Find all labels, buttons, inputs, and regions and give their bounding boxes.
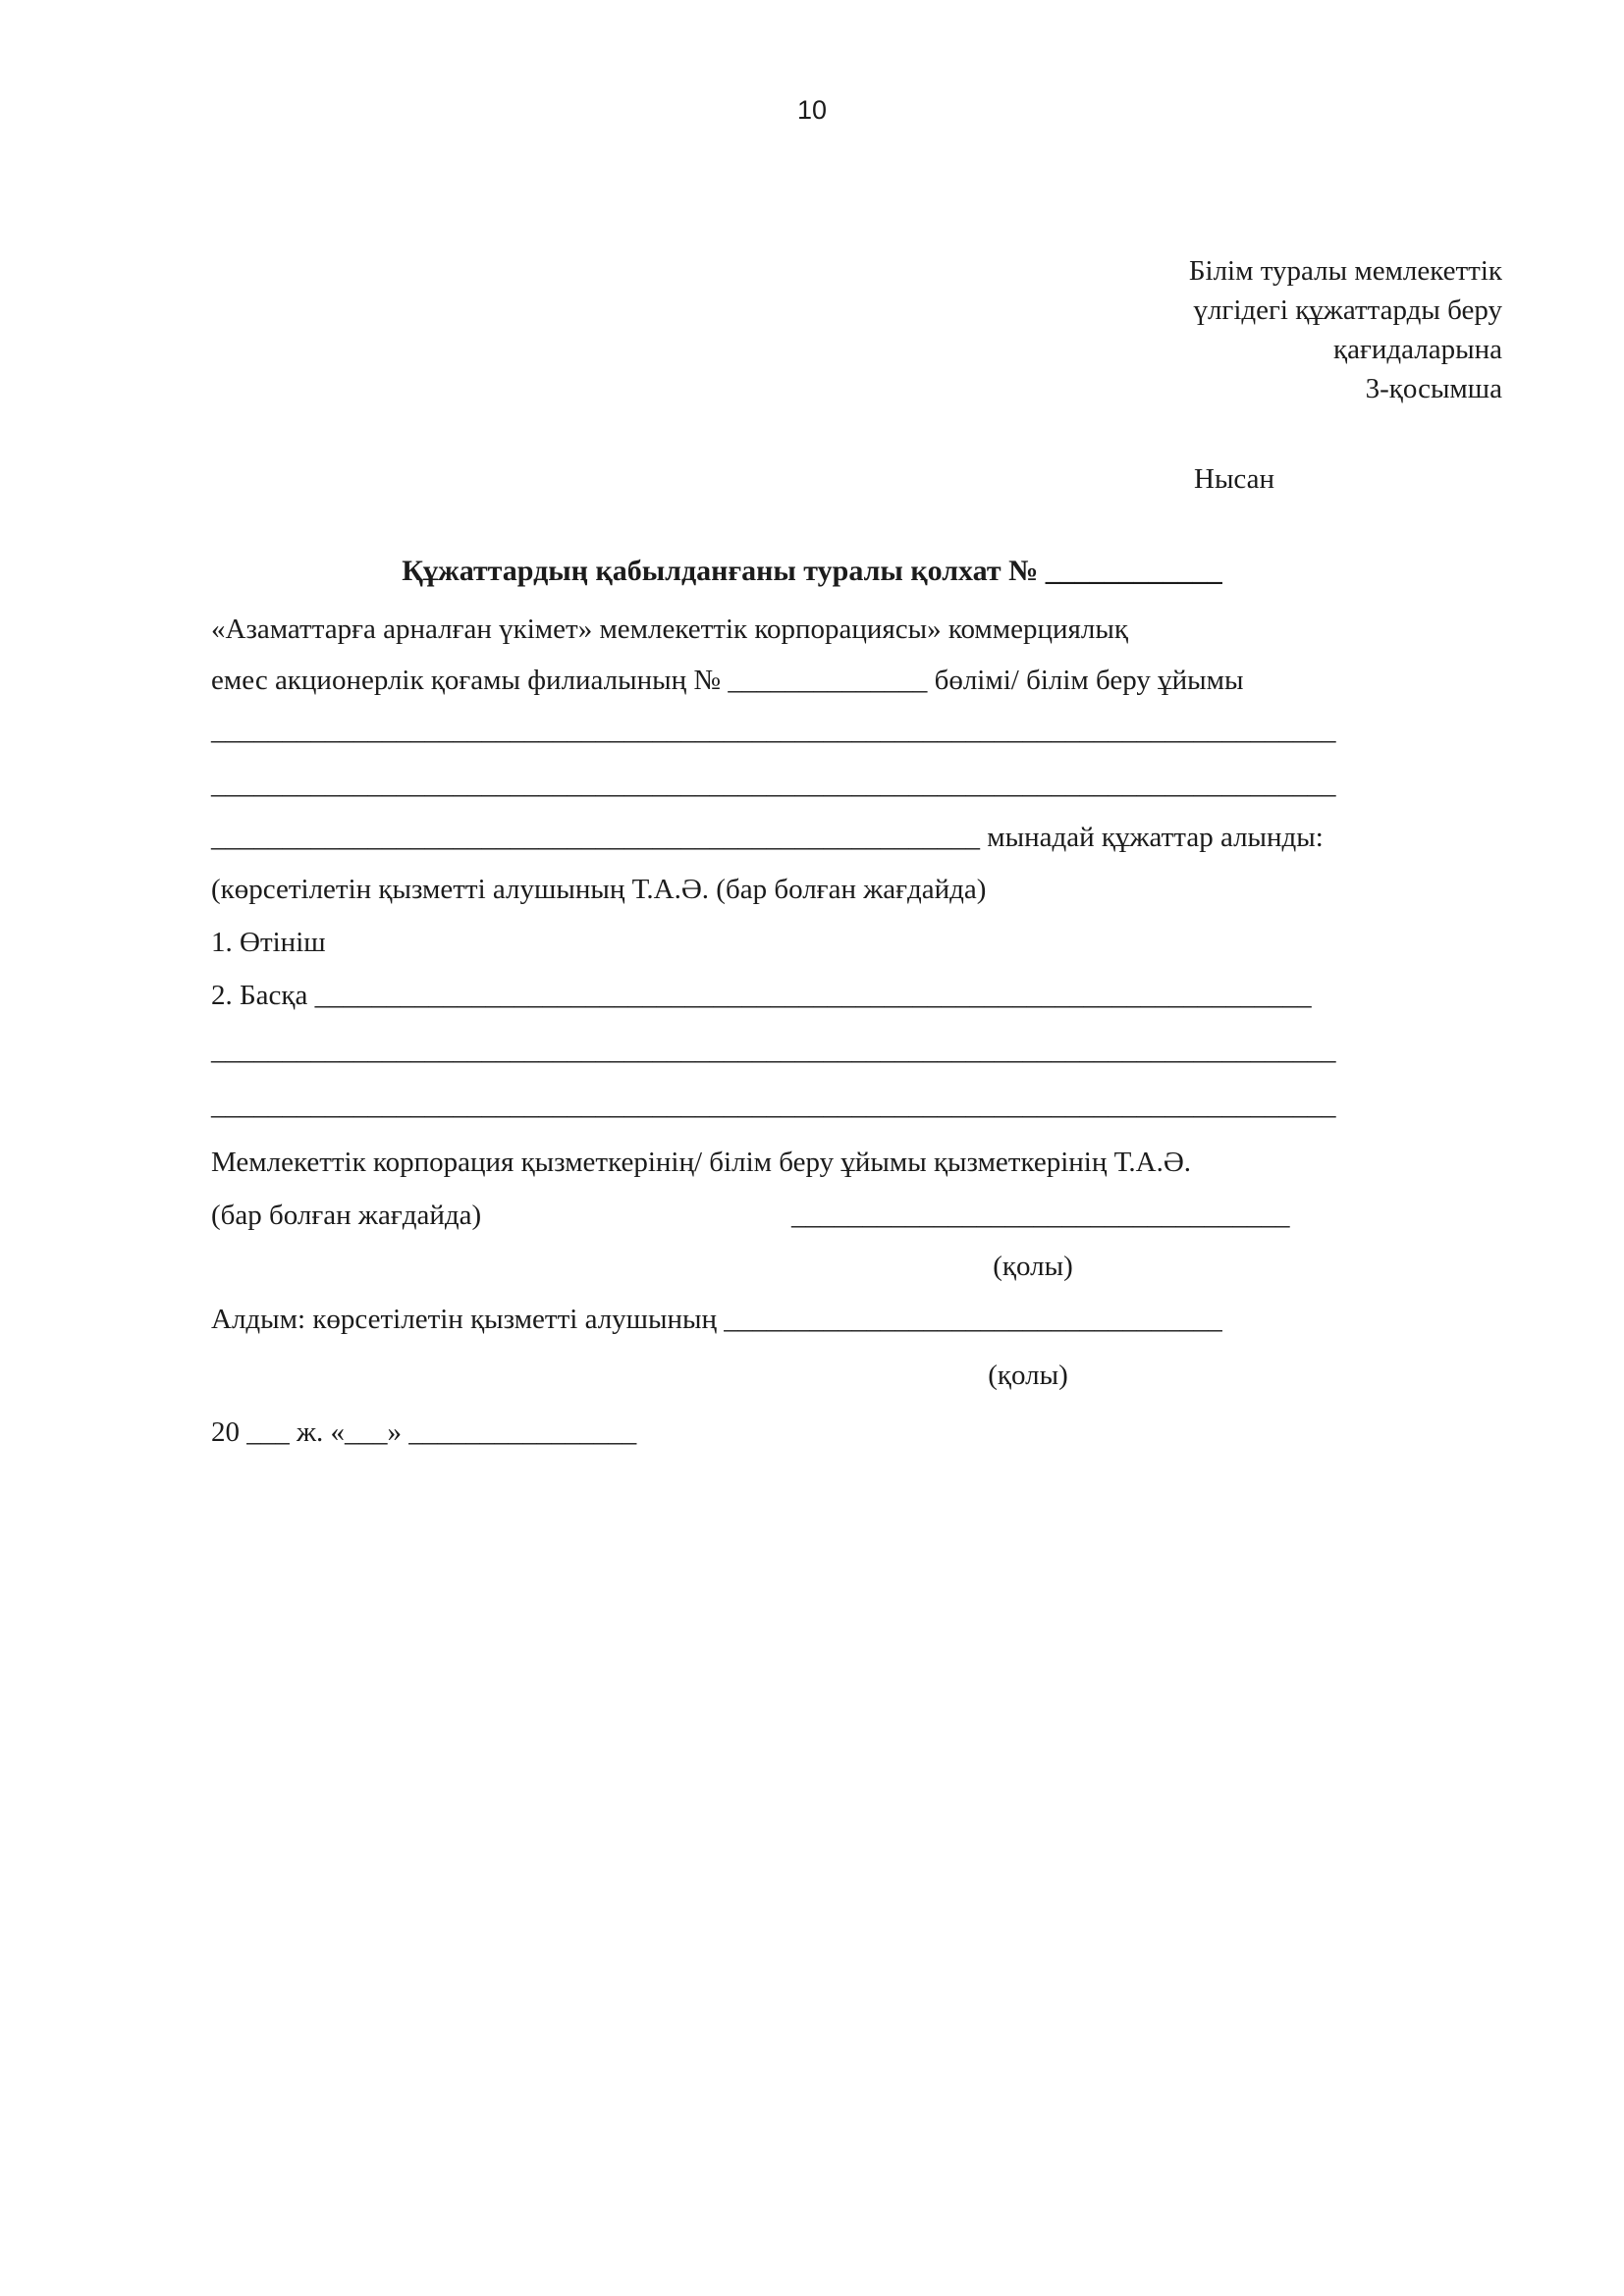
document-title: Құжаттардың қабылданғаны туралы қолхат № ____________ [402, 555, 1222, 587]
employee-signature-line: ___________________________________ [791, 1200, 1290, 1231]
received-by-line: Алдым: көрсетілетін қызметті алушының ___________________________________ [211, 1304, 1222, 1335]
appendix-line-4: 3-қосымша [1365, 373, 1502, 404]
organization-line-2: емес акционерлік қоғамы филиалының № ______________ бөлімі/ білім беру ұйымы [211, 665, 1244, 696]
date-line: 20 ___ ж. «___» ________________ [211, 1416, 637, 1448]
blank-fill-line-4: _______________________________________________________________________________ [211, 1090, 1336, 1121]
list-item-application: 1. Өтініш [211, 927, 326, 958]
employee-name-line: Мемлекеттік корпорация қызметкерінің/ білім беру ұйымы қызметкерінің Т.А.Ә. [211, 1147, 1192, 1178]
appendix-line-1: Білім туралы мемлекеттік [1188, 255, 1502, 287]
signature-caption-2: (қолы) [988, 1360, 1068, 1391]
list-item-other: 2. Басқа ______________________________________________________________________ [211, 980, 1312, 1011]
blank-fill-line-3: _______________________________________________________________________________ [211, 1035, 1336, 1066]
page-number: 10 [796, 95, 828, 125]
recipient-name-note: (көрсетілетін қызметті алушының Т.А.Ә. (бар болған жағдайда) [211, 874, 987, 905]
appendix-line-3: қағидаларына [1333, 334, 1502, 365]
if-available-note: (бар болған жағдайда) [211, 1200, 482, 1231]
appendix-reference [1189, 251, 1502, 408]
blank-fill-line-2: _______________________________________________________________________________ [211, 769, 1336, 800]
signature-caption: (қолы) [993, 1251, 1073, 1282]
appendix-line-2: үлгідегі құжаттарды беру [1193, 294, 1502, 326]
form-label: Нысан [1194, 463, 1275, 495]
organization-line-1: «Азаматтарға арналған үкімет» мемлекеттік корпорациясы» коммерциялық [211, 614, 1128, 645]
documents-received-line: ______________________________________________________ мынадай құжаттар алынды: [211, 822, 1324, 853]
blank-fill-line-1: _______________________________________________________________________________ [211, 715, 1336, 746]
